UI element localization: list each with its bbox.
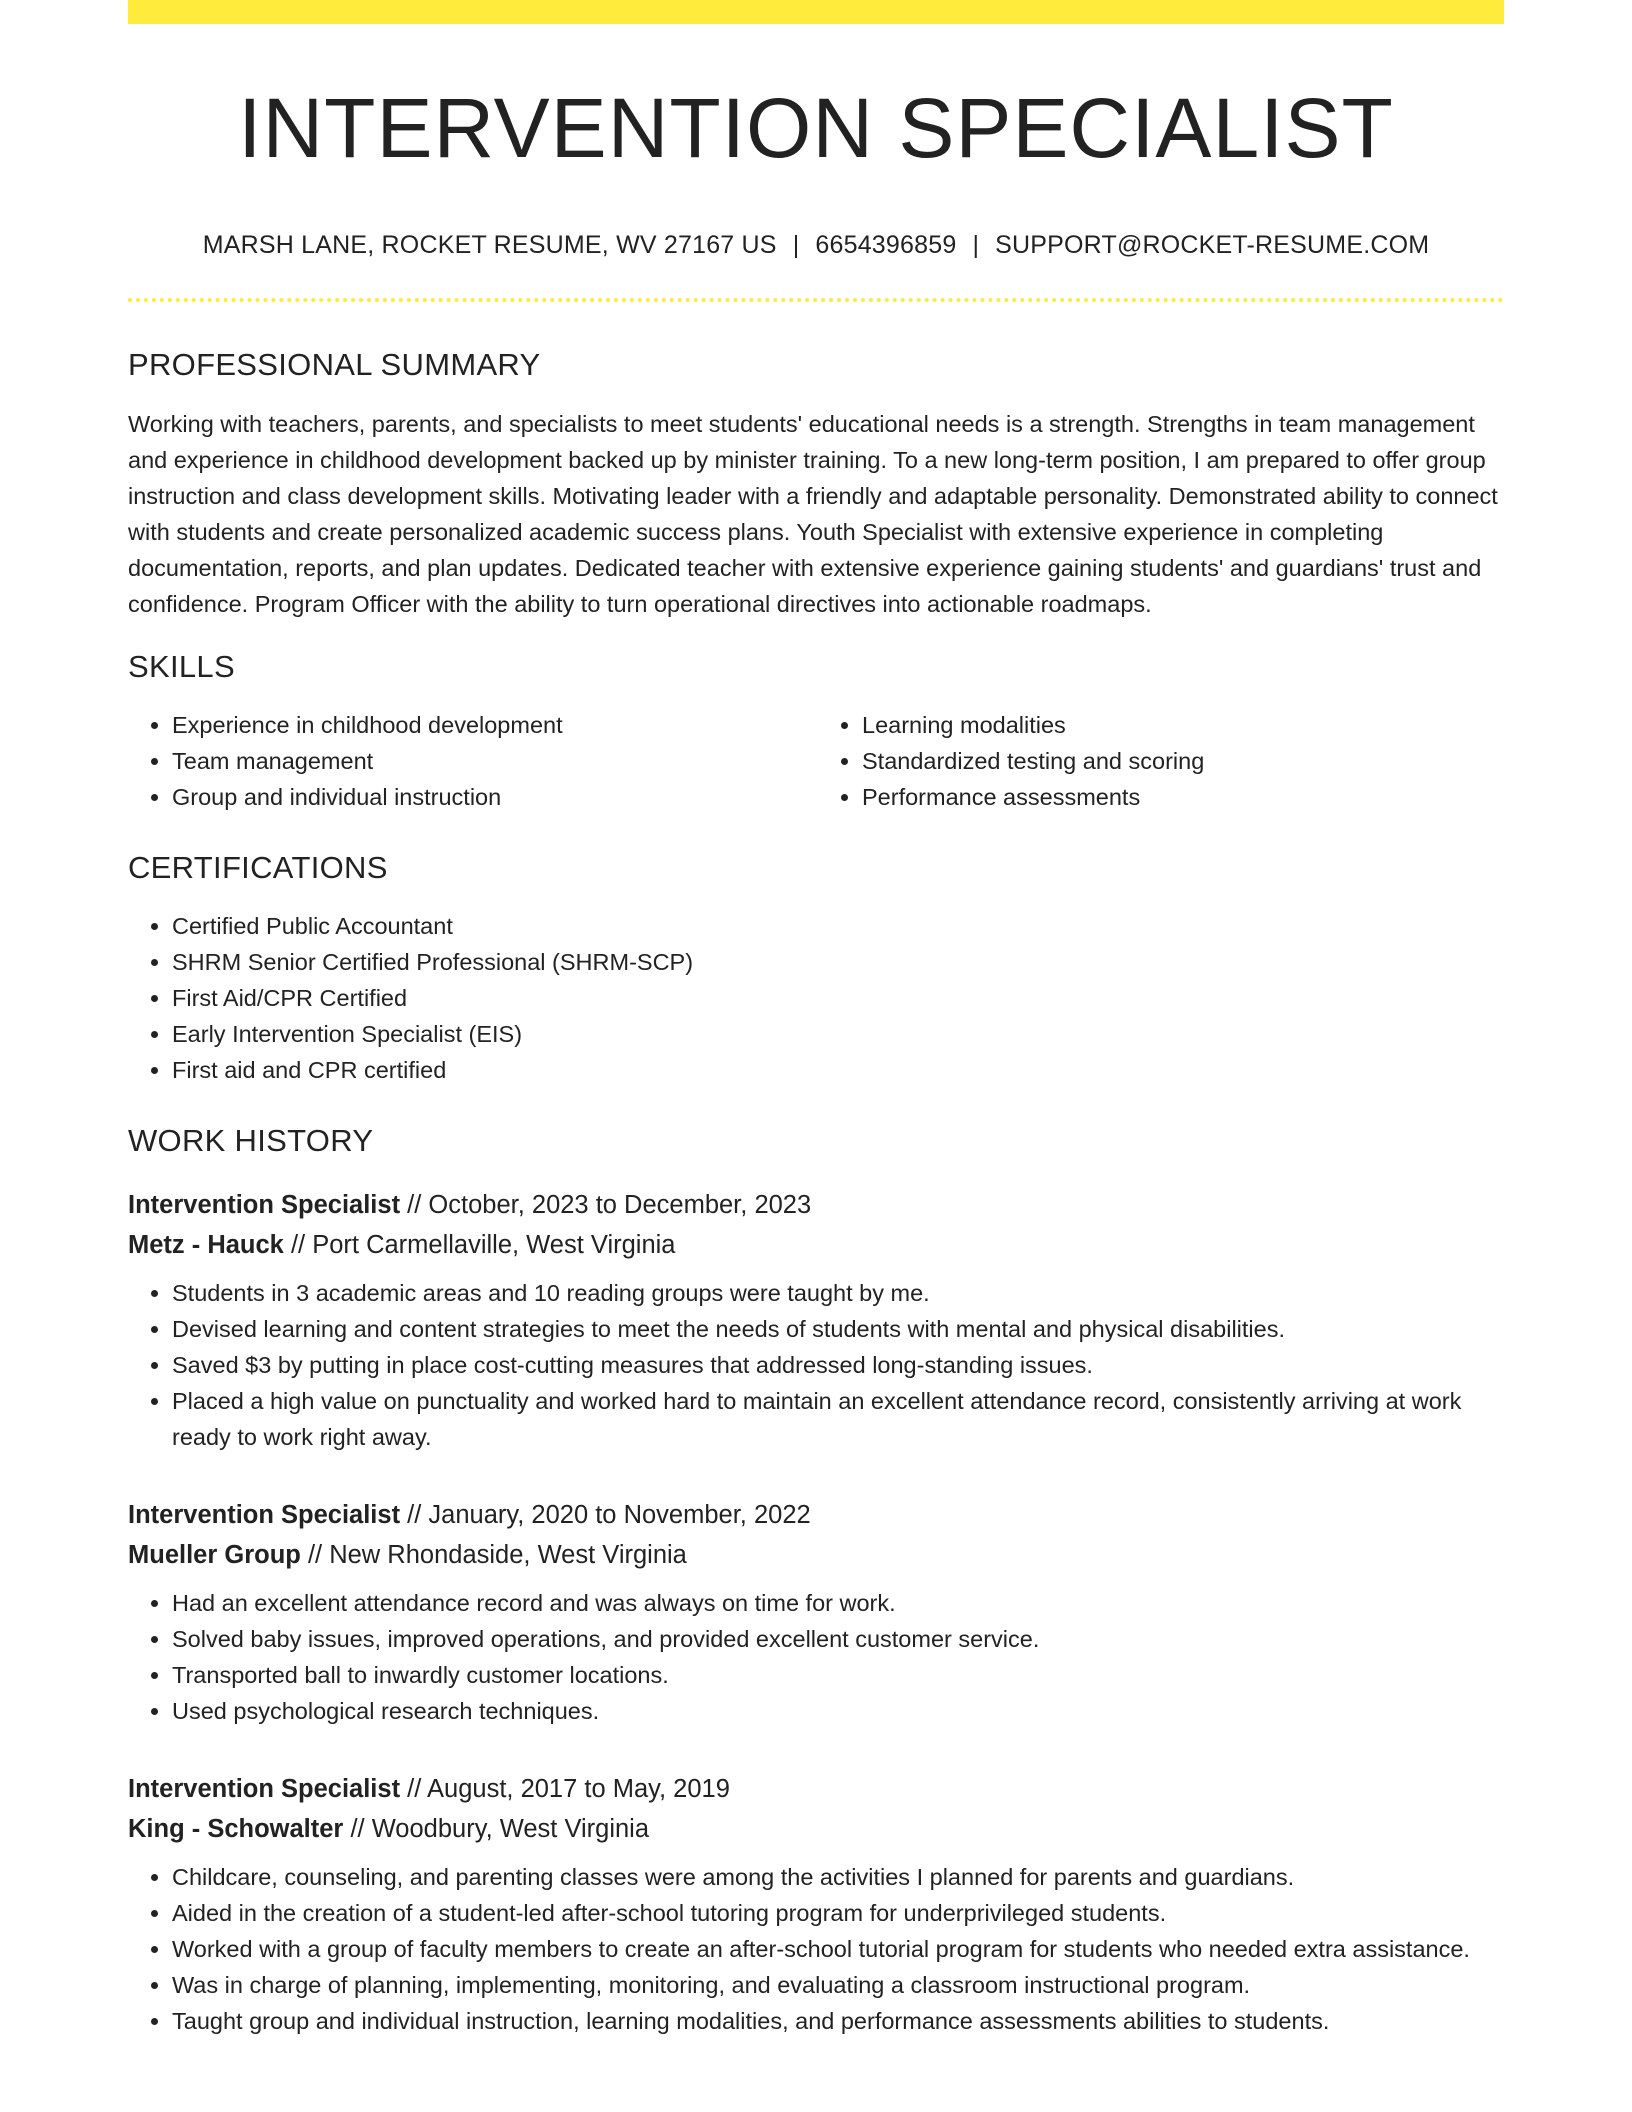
contact-phone: 6654396859 [815, 231, 957, 260]
skill-item: • Performance assessments [862, 779, 1504, 815]
resume-page [128, 0, 1504, 2039]
certifications-heading: CERTIFICATIONS [128, 849, 388, 885]
job-company: Metz - Hauck [128, 1231, 284, 1260]
job-company-line [128, 1809, 1504, 1849]
job-bullet: • Used psychological research techniques. [172, 1693, 1504, 1729]
job-entry [128, 1495, 1504, 1729]
skill-item: • Learning modalities [862, 707, 1504, 743]
job-company: Mueller Group [128, 1541, 301, 1570]
job-company-line [128, 1535, 1504, 1575]
job-title-line [128, 1769, 1504, 1809]
job-bullets [128, 1859, 1504, 2039]
certification-item: • Certified Public Accountant [172, 908, 1504, 944]
job-role: Intervention Specialist [128, 1501, 401, 1530]
job-dates: // August, 2017 to May, 2019 [400, 1775, 730, 1804]
contact-separator: | [972, 231, 980, 260]
skills-heading: SKILLS [128, 648, 235, 684]
job-role: Intervention Specialist [128, 1775, 401, 1804]
resume-name: INTERVENTION SPECIALIST [238, 81, 1394, 175]
certification-item: • First Aid/CPR Certified [172, 980, 1504, 1016]
job-dates: // January, 2020 to November, 2022 [400, 1501, 811, 1530]
certification-item: • Early Intervention Specialist (EIS) [172, 1016, 1504, 1052]
job-bullet: • Was in charge of planning, implementing, monitoring, and evaluating a classroom instructional program. [172, 1967, 1504, 2003]
job-location: // New Rhondaside, West Virginia [300, 1541, 687, 1570]
contact-address: MARSH LANE, ROCKET RESUME, WV 27167 US [202, 231, 777, 260]
certifications-list [128, 908, 1504, 1088]
skills-section [128, 648, 1504, 815]
skills-column-right [814, 707, 1504, 815]
accent-top-bar [128, 0, 1504, 24]
summary-heading: PROFESSIONAL SUMMARY [128, 347, 541, 383]
work-history-section [128, 1122, 1504, 2039]
skills-grid [128, 707, 1504, 815]
summary-section [128, 346, 1504, 621]
skill-item: • Team management [172, 743, 814, 779]
certifications-section [128, 849, 1504, 1088]
job-bullet: • Saved $3 by putting in place cost-cutting measures that addressed long-standing issues. [172, 1347, 1504, 1383]
job-bullet: • Taught group and individual instruction, learning modalities, and performance assessments abilities to students. [172, 2003, 1504, 2039]
job-dates: // October, 2023 to December, 2023 [400, 1191, 812, 1220]
job-bullet: • Had an excellent attendance record and was always on time for work. [172, 1585, 1504, 1621]
job-bullet: • Aided in the creation of a student-led after-school tutoring program for underprivileged students. [172, 1895, 1504, 1931]
job-title-line [128, 1185, 1504, 1225]
job-location: // Port Carmellaville, West Virginia [283, 1231, 676, 1260]
contact-separator: | [792, 231, 800, 260]
summary-text: Working with teachers, parents, and specialists to meet students' educational needs is a strength. Strengths in team management and experience in childhood development backed up by minister training. To a new long-term position, I am prepared to offer group instruction and class development skills. Motivating leader with a friendly and adaptable personality. Demonstrated ability to connect with students and create personalized academic success plans. Youth Specialist with extensive experience in completing documentation, reports, and plan updates. Dedicated teacher with extensive experience gaining students' and guardians' trust and confidence. Program Officer with the ability to turn operational directives into actionable roadmaps. [128, 410, 1498, 617]
job-bullet: • Placed a high value on punctuality and worked hard to maintain an excellent attendance record, consistently arriving at work ready to work right away. [172, 1383, 1504, 1455]
job-role: Intervention Specialist [128, 1191, 401, 1220]
certification-item: • First aid and CPR certified [172, 1052, 1504, 1088]
job-bullet: • Childcare, counseling, and parenting classes were among the activities I planned for parents and guardians. [172, 1859, 1504, 1895]
job-company: King - Schowalter [128, 1815, 344, 1844]
job-entry [128, 1185, 1504, 1455]
job-bullet: • Worked with a group of faculty members to create an after-school tutorial program for students who needed extra assistance. [172, 1931, 1504, 1967]
job-bullet: • Devised learning and content strategies to meet the needs of students with mental and physical disabilities. [172, 1311, 1504, 1347]
job-company-line [128, 1225, 1504, 1265]
skills-column-left [128, 707, 814, 815]
job-location: // Woodbury, West Virginia [343, 1815, 650, 1844]
skill-item: • Standardized testing and scoring [862, 743, 1504, 779]
skill-item: • Experience in childhood development [172, 707, 814, 743]
contact-email: SUPPORT@ROCKET-RESUME.COM [995, 231, 1430, 260]
job-bullet: • Transported ball to inwardly customer locations. [172, 1657, 1504, 1693]
job-title-line [128, 1495, 1504, 1535]
work-history-heading: WORK HISTORY [128, 1122, 374, 1158]
skill-item: • Group and individual instruction [172, 779, 814, 815]
contact-line [128, 230, 1504, 260]
certification-item: • SHRM Senior Certified Professional (SHRM-SCP) [172, 944, 1504, 980]
job-bullet: • Solved baby issues, improved operations, and provided excellent customer service. [172, 1621, 1504, 1657]
job-bullet: • Students in 3 academic areas and 10 reading groups were taught by me. [172, 1275, 1504, 1311]
job-bullets [128, 1275, 1504, 1455]
job-bullets [128, 1585, 1504, 1729]
job-entry [128, 1769, 1504, 2039]
header-divider [128, 298, 1504, 302]
